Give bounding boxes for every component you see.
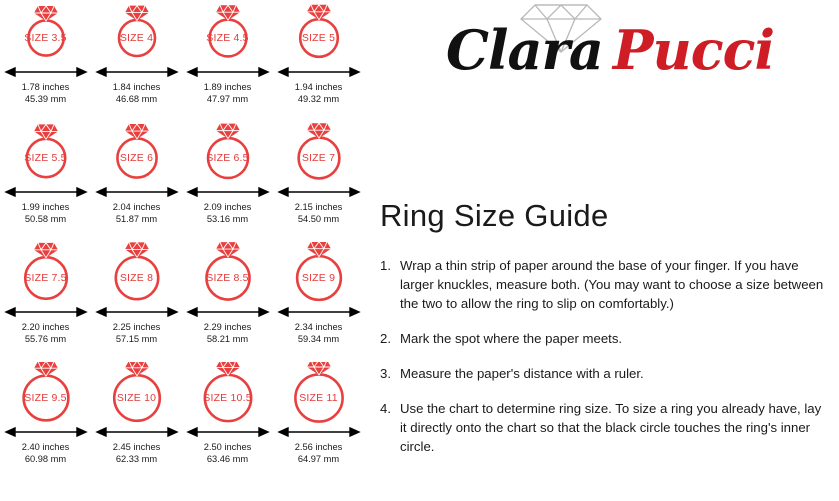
ring-dimensions xyxy=(22,202,70,225)
ring-size-cell xyxy=(91,360,182,480)
ring-inches: 2.20 inches xyxy=(21,322,70,332)
step-number: 2. xyxy=(380,331,391,346)
measurement-arrow-icon xyxy=(4,305,88,319)
page-title: Ring Size Guide xyxy=(380,198,609,233)
ring-size-cell xyxy=(273,0,364,120)
ring-dimensions xyxy=(113,442,161,465)
ring-size-cell xyxy=(91,240,182,360)
ring-illustration xyxy=(188,122,268,184)
measurement-arrow-icon xyxy=(95,65,179,79)
measurement-arrow-icon xyxy=(277,305,361,319)
ring-size-cell xyxy=(182,240,273,360)
ring-illustration xyxy=(279,2,359,64)
ring-size-label: SIZE 6.5 xyxy=(206,152,249,164)
ring-mm: 63.46 mm xyxy=(206,453,249,464)
ring-illustration xyxy=(97,122,177,184)
ring-dimensions xyxy=(295,202,343,225)
ring-mm: 50.58 mm xyxy=(24,213,67,224)
chart-row xyxy=(0,360,365,480)
ring-size-cell xyxy=(182,120,273,240)
ring-dimensions xyxy=(204,82,252,105)
measurement-arrow-icon xyxy=(186,425,270,439)
ring-illustration xyxy=(188,362,268,424)
ring-mm: 54.50 mm xyxy=(297,213,340,224)
ring-inches: 2.04 inches xyxy=(112,202,161,212)
ring-mm: 46.68 mm xyxy=(115,93,158,104)
chart-row xyxy=(0,240,365,360)
step-number: 4. xyxy=(380,401,391,416)
ring-inches: 2.34 inches xyxy=(294,322,343,332)
ring-size-label: SIZE 5.5 xyxy=(24,152,67,164)
ring-inches: 2.15 inches xyxy=(294,202,343,212)
ring-size-cell xyxy=(273,360,364,480)
ring-illustration xyxy=(279,122,359,184)
step-text: Measure the paper's distance with a ruler. xyxy=(400,366,644,381)
ring-inches: 1.78 inches xyxy=(21,82,70,92)
ring-dimensions xyxy=(204,442,252,465)
ring-illustration xyxy=(6,242,86,304)
ring-inches: 2.45 inches xyxy=(112,442,161,452)
ring-mm: 49.32 mm xyxy=(297,93,340,104)
chart-row xyxy=(0,0,365,120)
ring-size-label: SIZE 8.5 xyxy=(206,272,249,284)
ring-inches: 1.89 inches xyxy=(203,82,252,92)
ring-size-cell xyxy=(273,240,364,360)
step-text: Mark the spot where the paper meets. xyxy=(400,331,623,346)
ring-size-label: SIZE 9 xyxy=(301,272,336,284)
ring-mm: 62.33 mm xyxy=(115,453,158,464)
ring-size-label: SIZE 6 xyxy=(119,152,154,164)
ring-illustration xyxy=(6,2,86,64)
ring-size-label: SIZE 7.5 xyxy=(24,272,67,284)
chart-row xyxy=(0,120,365,240)
ring-dimensions xyxy=(113,322,161,345)
ring-illustration xyxy=(97,2,177,64)
ring-size-label: SIZE 7 xyxy=(301,152,336,164)
ring-illustration xyxy=(188,242,268,304)
ring-size-label: SIZE 4.5 xyxy=(206,32,249,44)
ring-dimensions xyxy=(295,442,343,465)
ring-size-label: SIZE 5 xyxy=(301,32,336,44)
ring-illustration xyxy=(188,2,268,64)
ring-dimensions xyxy=(113,202,161,225)
measurement-arrow-icon xyxy=(4,425,88,439)
ring-size-cell xyxy=(91,120,182,240)
ring-mm: 47.97 mm xyxy=(206,93,249,104)
ring-size-label: SIZE 10.5 xyxy=(203,392,252,404)
measurement-arrow-icon xyxy=(186,185,270,199)
step-number: 3. xyxy=(380,366,391,381)
ring-dimensions xyxy=(22,82,70,105)
ring-illustration xyxy=(97,362,177,424)
ring-mm: 58.21 mm xyxy=(206,333,249,344)
ring-inches: 2.56 inches xyxy=(294,442,343,452)
instruction-step xyxy=(380,329,826,348)
ring-inches: 1.84 inches xyxy=(112,82,161,92)
ring-size-label: SIZE 8 xyxy=(119,272,154,284)
ring-dimensions xyxy=(113,82,161,105)
measurement-arrow-icon xyxy=(95,185,179,199)
ring-size-cell xyxy=(0,0,91,120)
ring-mm: 45.39 mm xyxy=(24,93,67,104)
guide-panel xyxy=(372,0,839,501)
ring-inches: 2.09 inches xyxy=(203,202,252,212)
ring-dimensions xyxy=(295,82,343,105)
measurement-arrow-icon xyxy=(186,305,270,319)
ring-inches: 2.40 inches xyxy=(21,442,70,452)
ring-size-label: SIZE 11 xyxy=(299,392,338,404)
ring-size-cell xyxy=(182,0,273,120)
measurement-arrow-icon xyxy=(277,425,361,439)
ring-mm: 57.15 mm xyxy=(115,333,158,344)
ring-size-cell xyxy=(273,120,364,240)
ring-size-chart xyxy=(0,0,365,501)
measurement-arrow-icon xyxy=(277,185,361,199)
ring-illustration xyxy=(6,362,86,424)
instruction-step xyxy=(380,364,826,383)
ring-size-label: SIZE 3.5 xyxy=(24,32,67,44)
ring-size-cell xyxy=(91,0,182,120)
ring-dimensions xyxy=(295,322,343,345)
measurement-arrow-icon xyxy=(186,65,270,79)
step-text: Wrap a thin strip of paper around the base of your finger. If you have larger knuckles, measure both. (You may want to choose a size between the two to allow the ring to slip on comfortably.) xyxy=(400,258,824,311)
step-number: 1. xyxy=(380,258,391,273)
measurement-arrow-icon xyxy=(4,185,88,199)
measurement-arrow-icon xyxy=(277,65,361,79)
ring-size-label: SIZE 10 xyxy=(116,392,157,404)
instruction-list xyxy=(380,256,826,456)
ring-dimensions xyxy=(22,442,70,465)
ring-size-label: SIZE 4 xyxy=(119,32,154,44)
ring-mm: 51.87 mm xyxy=(115,213,158,224)
ring-inches: 1.94 inches xyxy=(294,82,343,92)
ring-illustration xyxy=(279,362,359,424)
instruction-step xyxy=(380,256,826,313)
ring-illustration xyxy=(279,242,359,304)
brand-name-first: Clara xyxy=(445,18,603,82)
ring-mm: 53.16 mm xyxy=(206,213,249,224)
ring-size-cell xyxy=(182,360,273,480)
ring-size-cell xyxy=(0,240,91,360)
ring-illustration xyxy=(6,122,86,184)
ring-size-cell xyxy=(0,120,91,240)
ring-inches: 2.25 inches xyxy=(112,322,161,332)
measurement-arrow-icon xyxy=(95,305,179,319)
ring-inches: 2.50 inches xyxy=(203,442,252,452)
ring-dimensions xyxy=(204,322,252,345)
measurement-arrow-icon xyxy=(4,65,88,79)
ring-size-label: SIZE 9.5 xyxy=(24,392,67,404)
ring-mm: 59.34 mm xyxy=(297,333,340,344)
brand-name-last: Pucci xyxy=(612,18,775,82)
ring-inches: 2.29 inches xyxy=(203,322,252,332)
ring-mm: 64.97 mm xyxy=(297,453,340,464)
brand-name xyxy=(380,18,839,82)
step-text: Use the chart to determine ring size. To size a ring you already have, lay it directly onto the chart so that the black circle touches the ring's inner circle. xyxy=(400,401,822,454)
brand-logo xyxy=(372,0,839,112)
ring-inches: 1.99 inches xyxy=(21,202,70,212)
ring-size-cell xyxy=(0,360,91,480)
ring-illustration xyxy=(97,242,177,304)
measurement-arrow-icon xyxy=(95,425,179,439)
ring-dimensions xyxy=(22,322,70,345)
ring-mm: 60.98 mm xyxy=(24,453,67,464)
ring-dimensions xyxy=(204,202,252,225)
ring-mm: 55.76 mm xyxy=(24,333,67,344)
instruction-step xyxy=(380,399,826,456)
